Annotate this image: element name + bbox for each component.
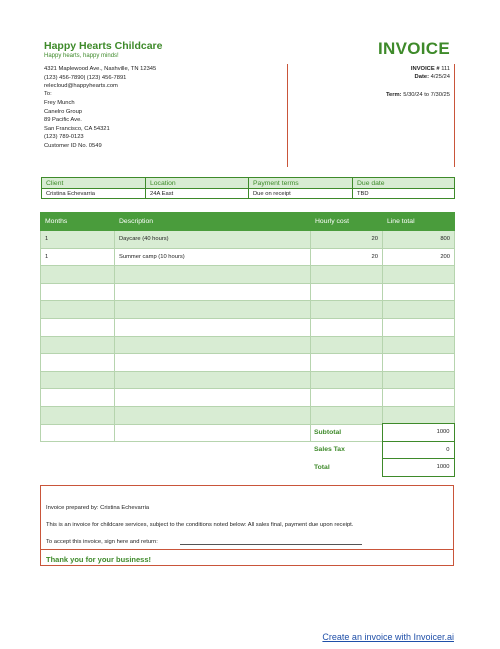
recipient-city: San Francisco, CA 54321 <box>44 125 110 132</box>
hourly-cost-cell: 20 <box>311 231 383 249</box>
client-value: Cristina Echevarria <box>42 189 146 199</box>
sales-tax-value: 0 <box>382 441 454 459</box>
hourly-cost-cell <box>311 389 383 407</box>
hourly-cost-cell <box>311 371 383 389</box>
hourly-cost-cell <box>311 336 383 354</box>
invoice-number-row <box>411 65 450 73</box>
hourly-cost-cell <box>311 266 383 284</box>
line-item-row <box>41 248 455 266</box>
line-total-cell <box>383 318 455 336</box>
months-cell <box>41 354 115 372</box>
subtotal-value: 1000 <box>382 424 454 442</box>
hourly-cost-cell <box>311 301 383 319</box>
sender-email: relecloud@happyhearts.com <box>44 83 118 90</box>
total-value: 1000 <box>382 459 454 477</box>
hourly-cost-cell <box>311 318 383 336</box>
recipient-phone: (123) 789-0123 <box>44 134 84 141</box>
description-cell <box>115 371 311 389</box>
header-description: Description <box>115 213 311 231</box>
sender-address-block <box>44 65 156 91</box>
months-cell <box>41 336 115 354</box>
description-cell <box>115 283 311 301</box>
line-total-cell <box>383 389 455 407</box>
hourly-cost-cell: 20 <box>311 248 383 266</box>
months-cell <box>41 283 115 301</box>
recipient-company: Canelro Group <box>44 108 83 115</box>
customer-id: Customer ID No. 0549 <box>44 142 102 149</box>
header-payment-terms: Payment terms <box>249 178 353 189</box>
line-item-row <box>41 266 455 284</box>
sender-phones: (123) 456-7890| (123) 456-7891 <box>44 74 127 81</box>
months-cell <box>41 406 115 424</box>
line-total-cell <box>383 354 455 372</box>
subtotal-row <box>308 424 454 442</box>
months-cell <box>41 266 115 284</box>
months-cell <box>41 318 115 336</box>
line-total-cell <box>383 301 455 319</box>
header-location: Location <box>146 178 249 189</box>
header-divider-right <box>454 64 455 167</box>
total-row <box>308 459 454 477</box>
client-info-header-row <box>42 178 455 189</box>
line-total-cell <box>383 266 455 284</box>
line-item-row <box>41 301 455 319</box>
description-cell <box>115 354 311 372</box>
line-item-row <box>41 336 455 354</box>
line-total-cell: 200 <box>383 248 455 266</box>
company-tagline: Happy hearts, happy minds! <box>44 53 119 59</box>
header-months: Months <box>41 213 115 231</box>
invoice-title: INVOICE <box>377 39 450 58</box>
months-cell <box>41 389 115 407</box>
client-info-table <box>41 177 455 199</box>
header-hourly-cost: Hourly cost <box>311 213 383 231</box>
accept-note: To accept this invoice, sign here and return: <box>46 539 158 545</box>
company-name: Happy Hearts Childcare <box>44 40 163 52</box>
description-cell <box>115 266 311 284</box>
invoice-number-label: INVOICE # <box>410 66 440 72</box>
invoicer-link[interactable]: Create an invoice with Invoicer.ai <box>322 632 454 642</box>
line-total-cell: 800 <box>383 231 455 249</box>
invoice-term-label: Term: <box>385 92 402 98</box>
description-cell <box>115 406 311 424</box>
recipient-name: Frey Munch <box>44 100 75 106</box>
signature-line[interactable] <box>180 544 362 545</box>
description-cell <box>115 301 311 319</box>
notes-box <box>40 485 454 566</box>
invoice-date-row <box>411 73 450 81</box>
line-items-header-row <box>41 213 455 231</box>
description-cell: Daycare (40 hours) <box>115 231 311 249</box>
invoice-date: 4/25/24 <box>430 74 450 81</box>
invoice-date-label: Date: <box>414 74 430 81</box>
months-cell: 1 <box>41 248 115 266</box>
total-label: Total <box>314 463 330 471</box>
sales-tax-row <box>308 441 454 459</box>
hourly-cost-cell <box>311 354 383 372</box>
recipient-block <box>44 99 110 151</box>
line-item-row <box>41 283 455 301</box>
client-info-value-row <box>42 189 455 199</box>
description-cell <box>115 318 311 336</box>
hourly-cost-cell <box>311 406 383 424</box>
line-total-cell <box>383 336 455 354</box>
line-item-row <box>41 354 455 372</box>
months-cell <box>41 424 115 442</box>
conditions-note: This is an invoice for childcare services, subject to the conditions noted below: All sales final, payment due upon receipt. <box>46 522 354 528</box>
totals-table <box>308 423 455 477</box>
recipient-street: 89 Pacific Ave. <box>44 117 82 124</box>
prepared-by-note: Invoice prepared by: Cristina Echevarria <box>46 505 150 511</box>
months-cell <box>41 301 115 319</box>
line-item-row <box>41 371 455 389</box>
header-due-date: Due date <box>353 178 455 189</box>
payment-terms-value: Due on receipt <box>249 189 353 199</box>
due-date-value: TBD <box>353 189 455 199</box>
header-line-total: Line total <box>383 213 455 231</box>
line-item-row <box>41 318 455 336</box>
header-divider-left <box>287 64 288 167</box>
header-client: Client <box>42 178 146 189</box>
invoice-number: 111 <box>441 66 450 72</box>
line-items-table <box>40 212 455 442</box>
months-cell <box>41 371 115 389</box>
line-items-body <box>41 231 455 442</box>
notes-divider <box>41 549 453 550</box>
thank-you-message: Thank you for your business! <box>46 555 152 564</box>
line-total-cell <box>383 371 455 389</box>
invoice-term: 5/30/24 to 7/30/25 <box>403 92 450 98</box>
line-total-cell <box>383 406 455 424</box>
description-cell <box>115 389 311 407</box>
line-item-row <box>41 406 455 424</box>
description-cell: Summer camp (10 hours) <box>115 248 311 266</box>
line-item-row <box>41 231 455 249</box>
to-label: To: <box>44 91 52 97</box>
months-cell: 1 <box>41 231 115 249</box>
invoice-term-row <box>386 92 450 98</box>
hourly-cost-cell <box>311 283 383 301</box>
sender-address: 4321 Maplewood Ave., Nashville, TN 12345 <box>44 66 157 72</box>
description-cell <box>115 336 311 354</box>
description-cell <box>115 424 311 442</box>
invoice-meta <box>411 65 450 82</box>
line-total-cell <box>383 283 455 301</box>
subtotal-label: Subtotal <box>314 428 342 436</box>
location-value: 24A East <box>146 189 249 199</box>
line-item-row <box>41 389 455 407</box>
sales-tax-label: Sales Tax <box>314 446 345 454</box>
